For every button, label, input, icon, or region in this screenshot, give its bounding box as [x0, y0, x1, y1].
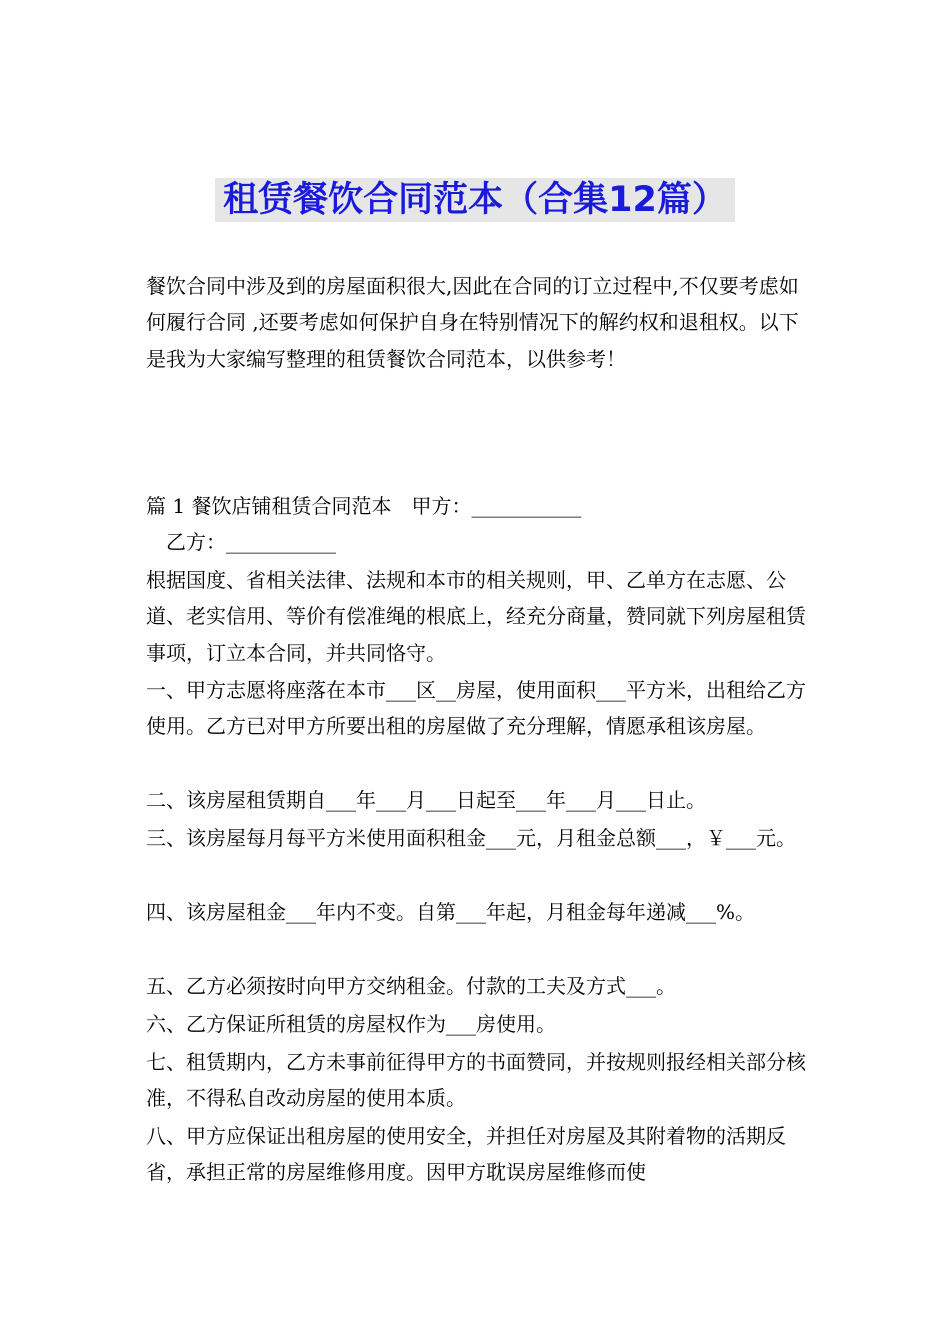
title-container	[0, 178, 950, 222]
clause-preamble: 根据国度、省相关法律、法规和本市的相关规则，甲、乙单方在志愿、公道、老实信用、等价有偿准绳的根底上，经充分商量，赞同就下列房屋租赁事项，订立本合同，并共同恪守。	[146, 568, 806, 665]
clause-4: 四、该房屋租金___年内不变。自第___年起，月租金每年递减___%。	[146, 900, 756, 924]
clause-3: 三、该房屋每月每平方米使用面积租金___元，月租金总额___，￥___元。	[146, 826, 796, 850]
clause-6: 六、乙方保证所租赁的房屋权作为___房使用。	[146, 1012, 556, 1036]
party-b-line: 乙方：___________	[146, 530, 336, 554]
clause-7: 七、租赁期内，乙方未事前征得甲方的书面赞同，并按规则报经相关部分核准，不得私自改动房屋的使用本质。	[146, 1050, 806, 1111]
clause-8: 八、甲方应保证出租房屋的使用安全，并担任对房屋及其附着物的活期反省，承担正常的房屋维修用度。因甲方耽误房屋维修而使	[146, 1124, 786, 1185]
clause-2: 二、该房屋租赁期自___年___月___日起至___年___月___日止。	[146, 788, 706, 812]
document-title: 租赁餐饮合同范本（合集12篇）	[215, 178, 735, 222]
clause-1: 一、甲方志愿将座落在本市___区__房屋，使用面积___平方米，出租给乙方使用。乙方已对甲方所要出租的房屋做了充分理解，情愿承租该房屋。	[146, 678, 806, 739]
intro-paragraph: 餐饮合同中涉及到的房屋面积很大,因此在合同的订立过程中,不仅要考虑如何履行合同 ,还要考虑如何保护自身在特别情况下的解约权和退租权。以下是我为大家编写整理的租赁餐饮合同范本，以供参考！	[146, 274, 799, 371]
clause-5: 五、乙方必须按时向甲方交纳租金。付款的工夫及方式___。	[146, 974, 676, 998]
section-heading: 篇 1 餐饮店铺租赁合同范本 甲方：___________	[146, 494, 582, 518]
